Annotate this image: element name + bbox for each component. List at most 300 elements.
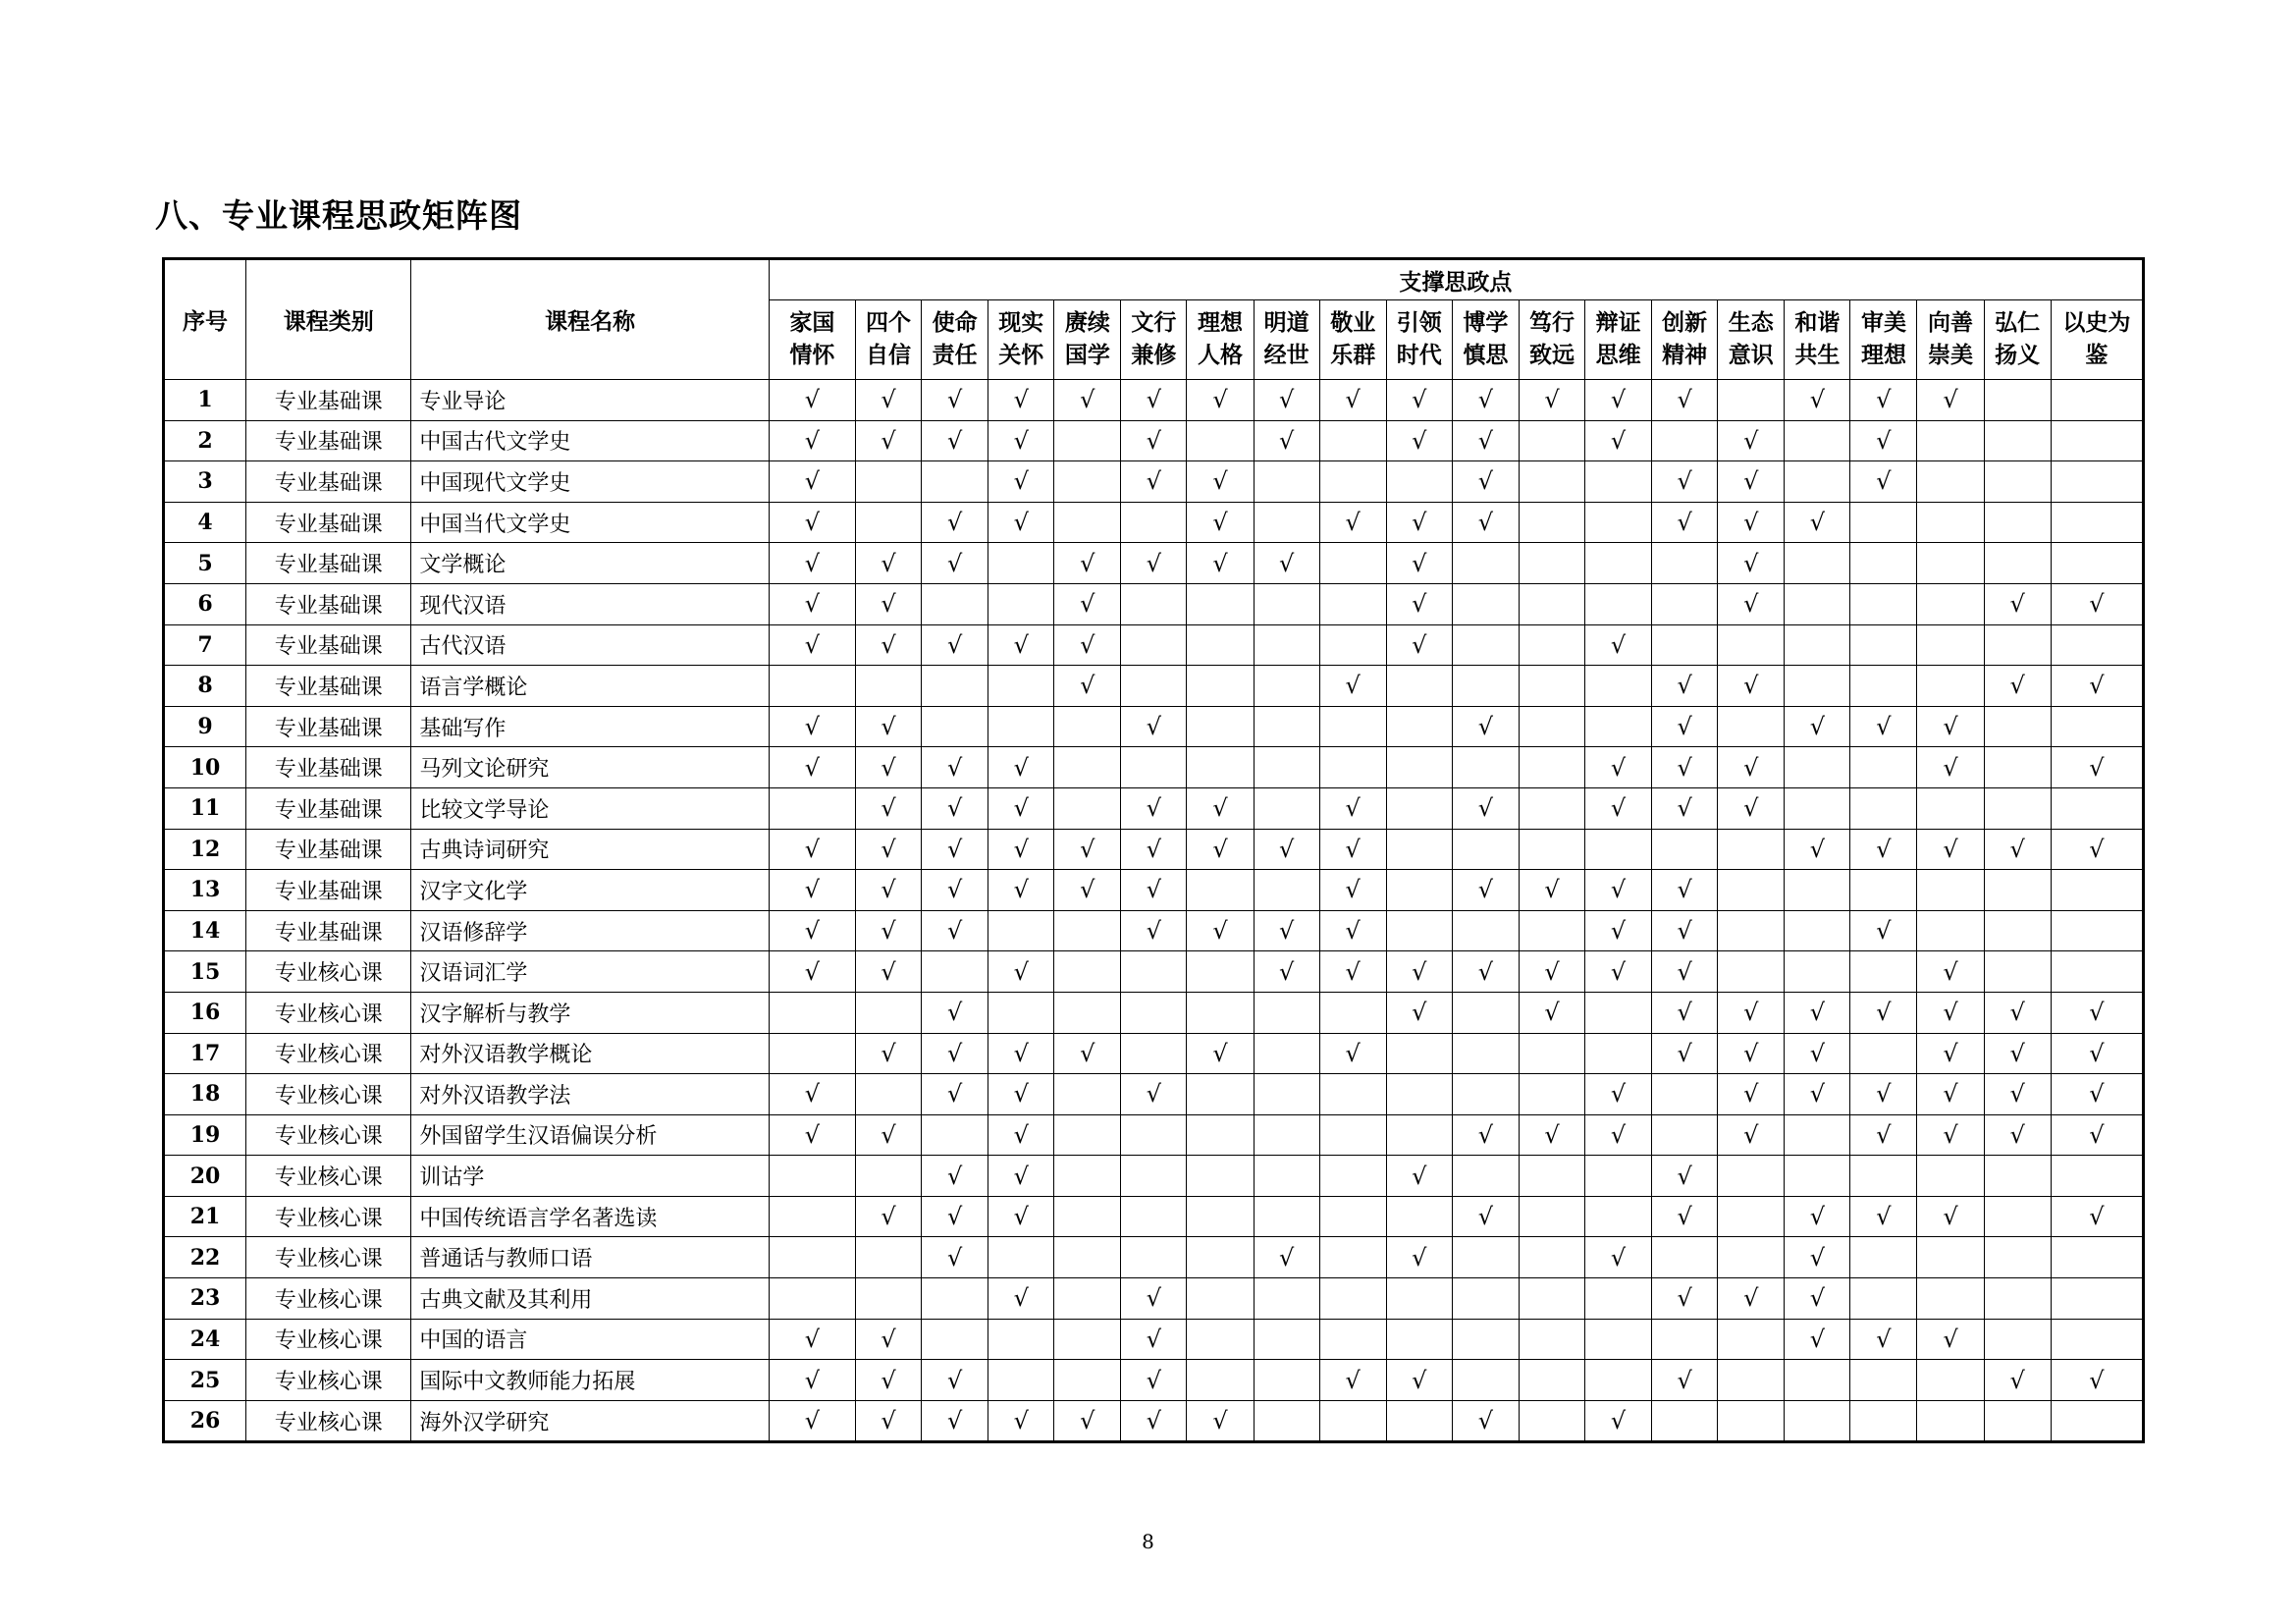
empty-cell: [1452, 992, 1519, 1033]
empty-cell: [1652, 1114, 1718, 1156]
check-mark-cell: √: [988, 502, 1054, 543]
empty-cell: [1519, 624, 1584, 666]
check-mark-cell: √: [1386, 624, 1452, 666]
row-course-type: 专业基础课: [246, 583, 411, 624]
check-mark-cell: √: [1917, 992, 1984, 1033]
check-mark-cell: √: [1652, 870, 1718, 911]
check-mark-cell: √: [1785, 1033, 1850, 1074]
empty-cell: [1984, 624, 2051, 666]
check-mark-cell: √: [1585, 1400, 1652, 1442]
empty-cell: [855, 1074, 921, 1115]
empty-cell: [1585, 1156, 1652, 1197]
empty-cell: [1917, 420, 1984, 461]
row-course-name: 语言学概论: [411, 666, 770, 707]
empty-cell: [1585, 706, 1652, 747]
empty-cell: [1254, 870, 1319, 911]
empty-cell: [922, 583, 988, 624]
check-mark-cell: √: [1585, 380, 1652, 421]
check-mark-cell: √: [1452, 461, 1519, 503]
row-seq-no: 11: [164, 787, 246, 829]
header-point-line: 四个: [866, 310, 912, 336]
check-mark-cell: √: [1319, 1033, 1386, 1074]
check-mark-cell: √: [1984, 1074, 2051, 1115]
check-mark-cell: √: [855, 787, 921, 829]
row-course-name: 古代汉语: [411, 624, 770, 666]
empty-cell: [1652, 420, 1718, 461]
empty-cell: [1319, 461, 1386, 503]
empty-cell: [1254, 461, 1319, 503]
check-mark-cell: √: [1785, 992, 1850, 1033]
check-mark-cell: √: [1452, 380, 1519, 421]
check-mark-cell: √: [2051, 1114, 2143, 1156]
check-mark-cell: √: [1652, 951, 1718, 993]
table-row: [164, 543, 2144, 584]
empty-cell: [1452, 624, 1519, 666]
empty-cell: [1718, 1319, 1785, 1360]
table-row: [164, 1156, 2144, 1197]
table-row: [164, 380, 2144, 421]
empty-cell: [1254, 624, 1319, 666]
row-seq-no: 3: [164, 461, 246, 503]
check-mark-cell: √: [1254, 420, 1319, 461]
empty-cell: [1652, 624, 1718, 666]
check-mark-cell: √: [922, 787, 988, 829]
empty-cell: [988, 543, 1054, 584]
empty-cell: [1054, 420, 1121, 461]
check-mark-cell: √: [1652, 1196, 1718, 1237]
header-row-top: [164, 259, 2144, 300]
empty-cell: [1718, 706, 1785, 747]
check-mark-cell: √: [1054, 543, 1121, 584]
empty-cell: [988, 706, 1054, 747]
empty-cell: [2051, 543, 2143, 584]
empty-cell: [1519, 910, 1584, 951]
header-point-line: 敬业: [1330, 310, 1376, 336]
empty-cell: [1254, 1033, 1319, 1074]
empty-cell: [1917, 502, 1984, 543]
empty-cell: [769, 992, 855, 1033]
row-seq-no: 14: [164, 910, 246, 951]
empty-cell: [922, 706, 988, 747]
check-mark-cell: √: [1718, 1114, 1785, 1156]
empty-cell: [1254, 1278, 1319, 1320]
empty-cell: [2051, 1400, 2143, 1442]
empty-cell: [1984, 1278, 2051, 1320]
empty-cell: [1917, 1360, 1984, 1401]
check-mark-cell: √: [988, 1074, 1054, 1115]
empty-cell: [1187, 583, 1254, 624]
empty-cell: [1187, 1074, 1254, 1115]
empty-cell: [1785, 624, 1850, 666]
check-mark-cell: √: [1850, 1196, 1917, 1237]
check-mark-cell: √: [922, 1400, 988, 1442]
empty-cell: [922, 1114, 988, 1156]
empty-cell: [1386, 1196, 1452, 1237]
check-mark-cell: √: [1652, 380, 1718, 421]
check-mark-cell: √: [855, 870, 921, 911]
header-point-line: 弘仁: [1995, 310, 2041, 336]
empty-cell: [1452, 910, 1519, 951]
empty-cell: [1850, 870, 1917, 911]
check-mark-cell: √: [988, 1114, 1054, 1156]
empty-cell: [1984, 1196, 2051, 1237]
check-mark-cell: √: [1452, 870, 1519, 911]
table-row: [164, 951, 2144, 993]
check-mark-cell: √: [1850, 1114, 1917, 1156]
check-mark-cell: √: [1850, 910, 1917, 951]
check-mark-cell: √: [2051, 583, 2143, 624]
check-mark-cell: √: [1187, 829, 1254, 870]
row-course-name: 文学概论: [411, 543, 770, 584]
row-course-type: 专业基础课: [246, 706, 411, 747]
check-mark-cell: √: [1519, 870, 1584, 911]
header-point-line: 责任: [932, 343, 978, 368]
row-course-name: 中国的语言: [411, 1319, 770, 1360]
empty-cell: [1718, 1196, 1785, 1237]
empty-cell: [1652, 1319, 1718, 1360]
row-course-name: 马列文论研究: [411, 747, 770, 788]
check-mark-cell: √: [988, 787, 1054, 829]
empty-cell: [1519, 502, 1584, 543]
check-mark-cell: √: [1785, 1278, 1850, 1320]
check-mark-cell: √: [769, 461, 855, 503]
check-mark-cell: √: [2051, 992, 2143, 1033]
check-mark-cell: √: [1984, 666, 2051, 707]
row-seq-no: 4: [164, 502, 246, 543]
check-mark-cell: √: [1319, 380, 1386, 421]
empty-cell: [1652, 1074, 1718, 1115]
empty-cell: [769, 1196, 855, 1237]
empty-cell: [2051, 951, 2143, 993]
empty-cell: [1519, 420, 1584, 461]
empty-cell: [1054, 951, 1121, 993]
empty-cell: [1452, 1237, 1519, 1278]
check-mark-cell: √: [922, 1196, 988, 1237]
header-point-16: [1785, 300, 1850, 380]
check-mark-cell: √: [1386, 1156, 1452, 1197]
empty-cell: [1187, 1196, 1254, 1237]
check-mark-cell: √: [855, 1360, 921, 1401]
header-point-line: 时代: [1396, 343, 1442, 368]
check-mark-cell: √: [1121, 706, 1187, 747]
empty-cell: [1718, 1360, 1785, 1401]
check-mark-cell: √: [1652, 1033, 1718, 1074]
empty-cell: [769, 666, 855, 707]
check-mark-cell: √: [988, 870, 1054, 911]
row-course-name: 对外汉语教学法: [411, 1074, 770, 1115]
empty-cell: [1585, 1278, 1652, 1320]
check-mark-cell: √: [1187, 543, 1254, 584]
check-mark-cell: √: [769, 380, 855, 421]
check-mark-cell: √: [1121, 543, 1187, 584]
empty-cell: [769, 1033, 855, 1074]
empty-cell: [1519, 787, 1584, 829]
check-mark-cell: √: [1254, 1237, 1319, 1278]
header-point-line: 崇美: [1928, 343, 1974, 368]
empty-cell: [1585, 583, 1652, 624]
row-course-type: 专业基础课: [246, 787, 411, 829]
header-point-line: 家国: [789, 310, 835, 336]
check-mark-cell: √: [1917, 951, 1984, 993]
empty-cell: [1452, 747, 1519, 788]
empty-cell: [1187, 1278, 1254, 1320]
check-mark-cell: √: [1585, 747, 1652, 788]
empty-cell: [1386, 870, 1452, 911]
check-mark-cell: √: [1254, 543, 1319, 584]
check-mark-cell: √: [988, 1196, 1054, 1237]
empty-cell: [1585, 1360, 1652, 1401]
check-mark-cell: √: [769, 951, 855, 993]
row-course-name: 中国传统语言学名著选读: [411, 1196, 770, 1237]
empty-cell: [1054, 1237, 1121, 1278]
empty-cell: [1452, 583, 1519, 624]
empty-cell: [855, 992, 921, 1033]
table-row: [164, 992, 2144, 1033]
check-mark-cell: √: [1652, 1156, 1718, 1197]
empty-cell: [1319, 543, 1386, 584]
header-point-line: 共生: [1794, 343, 1841, 368]
check-mark-cell: √: [1319, 787, 1386, 829]
empty-cell: [855, 502, 921, 543]
empty-cell: [1452, 1360, 1519, 1401]
check-mark-cell: √: [1386, 1237, 1452, 1278]
empty-cell: [1187, 951, 1254, 993]
check-mark-cell: √: [1785, 380, 1850, 421]
row-seq-no: 2: [164, 420, 246, 461]
check-mark-cell: √: [988, 1033, 1054, 1074]
empty-cell: [1054, 502, 1121, 543]
row-course-name: 汉语词汇学: [411, 951, 770, 993]
check-mark-cell: √: [1187, 502, 1254, 543]
header-point-line: 文行: [1131, 310, 1177, 336]
row-course-name: 外国留学生汉语偏误分析: [411, 1114, 770, 1156]
empty-cell: [1652, 1400, 1718, 1442]
header-point-5: [1054, 300, 1121, 380]
check-mark-cell: √: [1917, 1196, 1984, 1237]
header-point-12: [1519, 300, 1584, 380]
check-mark-cell: √: [2051, 666, 2143, 707]
check-mark-cell: √: [1121, 461, 1187, 503]
header-point-14: [1652, 300, 1718, 380]
empty-cell: [1054, 706, 1121, 747]
check-mark-cell: √: [769, 706, 855, 747]
empty-cell: [1519, 666, 1584, 707]
check-mark-cell: √: [1718, 666, 1785, 707]
check-mark-cell: √: [988, 1400, 1054, 1442]
check-mark-cell: √: [988, 420, 1054, 461]
check-mark-cell: √: [1718, 420, 1785, 461]
check-mark-cell: √: [1121, 1400, 1187, 1442]
check-mark-cell: √: [1386, 583, 1452, 624]
check-mark-cell: √: [1850, 1319, 1917, 1360]
check-mark-cell: √: [1254, 910, 1319, 951]
empty-cell: [1585, 543, 1652, 584]
check-mark-cell: √: [1652, 706, 1718, 747]
check-mark-cell: √: [2051, 747, 2143, 788]
empty-cell: [1785, 1156, 1850, 1197]
check-mark-cell: √: [922, 1033, 988, 1074]
header-point-line: 以史为: [2062, 310, 2131, 336]
check-mark-cell: √: [1984, 829, 2051, 870]
check-mark-cell: √: [922, 1237, 988, 1278]
empty-cell: [2051, 870, 2143, 911]
empty-cell: [1452, 1156, 1519, 1197]
empty-cell: [1054, 992, 1121, 1033]
check-mark-cell: √: [769, 1360, 855, 1401]
empty-cell: [1652, 829, 1718, 870]
check-mark-cell: √: [1785, 502, 1850, 543]
check-mark-cell: √: [855, 380, 921, 421]
empty-cell: [2051, 380, 2143, 421]
empty-cell: [1652, 543, 1718, 584]
header-point-line: 思维: [1595, 343, 1641, 368]
empty-cell: [922, 461, 988, 503]
check-mark-cell: √: [1718, 992, 1785, 1033]
empty-cell: [1319, 420, 1386, 461]
check-mark-cell: √: [922, 624, 988, 666]
empty-cell: [1386, 1278, 1452, 1320]
check-mark-cell: √: [922, 829, 988, 870]
check-mark-cell: √: [1519, 992, 1584, 1033]
check-mark-cell: √: [1386, 951, 1452, 993]
header-point-line: 自信: [866, 343, 912, 368]
check-mark-cell: √: [1187, 787, 1254, 829]
empty-cell: [1452, 666, 1519, 707]
empty-cell: [1121, 747, 1187, 788]
row-seq-no: 7: [164, 624, 246, 666]
row-course-name: 现代汉语: [411, 583, 770, 624]
check-mark-cell: √: [855, 1319, 921, 1360]
empty-cell: [1519, 1360, 1584, 1401]
check-mark-cell: √: [769, 1114, 855, 1156]
check-mark-cell: √: [922, 420, 988, 461]
empty-cell: [1254, 1156, 1319, 1197]
empty-cell: [1319, 1400, 1386, 1442]
check-mark-cell: √: [1121, 1360, 1187, 1401]
check-mark-cell: √: [1785, 1074, 1850, 1115]
check-mark-cell: √: [922, 1074, 988, 1115]
empty-cell: [1254, 583, 1319, 624]
empty-cell: [1054, 1360, 1121, 1401]
check-mark-cell: √: [1585, 1237, 1652, 1278]
header-point-15: [1718, 300, 1785, 380]
empty-cell: [1917, 461, 1984, 503]
empty-cell: [1121, 502, 1187, 543]
empty-cell: [855, 1237, 921, 1278]
table-row: [164, 1319, 2144, 1360]
check-mark-cell: √: [922, 747, 988, 788]
table-row: [164, 787, 2144, 829]
check-mark-cell: √: [1319, 951, 1386, 993]
empty-cell: [1519, 1033, 1584, 1074]
empty-cell: [2051, 1319, 2143, 1360]
table-row: [164, 461, 2144, 503]
check-mark-cell: √: [1984, 1114, 2051, 1156]
empty-cell: [1187, 992, 1254, 1033]
check-mark-cell: √: [2051, 1033, 2143, 1074]
empty-cell: [1254, 1360, 1319, 1401]
empty-cell: [1519, 1400, 1584, 1442]
empty-cell: [1917, 1237, 1984, 1278]
row-course-name: 中国古代文学史: [411, 420, 770, 461]
header-course-name: 课程名称: [411, 259, 770, 380]
check-mark-cell: √: [1452, 1196, 1519, 1237]
row-seq-no: 15: [164, 951, 246, 993]
check-mark-cell: √: [922, 910, 988, 951]
row-seq-no: 24: [164, 1319, 246, 1360]
check-mark-cell: √: [769, 420, 855, 461]
empty-cell: [1917, 666, 1984, 707]
empty-cell: [1850, 1278, 1917, 1320]
empty-cell: [1850, 1360, 1917, 1401]
empty-cell: [1054, 1074, 1121, 1115]
empty-cell: [988, 910, 1054, 951]
header-point-line: 明道: [1263, 310, 1309, 336]
check-mark-cell: √: [1850, 380, 1917, 421]
check-mark-cell: √: [1585, 624, 1652, 666]
row-course-name: 专业导论: [411, 380, 770, 421]
check-mark-cell: √: [1121, 787, 1187, 829]
check-mark-cell: √: [988, 461, 1054, 503]
header-point-line: 赓续: [1064, 310, 1110, 336]
empty-cell: [1187, 1114, 1254, 1156]
empty-cell: [1785, 1400, 1850, 1442]
row-course-type: 专业基础课: [246, 666, 411, 707]
row-course-name: 比较文学导论: [411, 787, 770, 829]
empty-cell: [1519, 1278, 1584, 1320]
empty-cell: [1850, 543, 1917, 584]
row-course-type: 专业核心课: [246, 992, 411, 1033]
empty-cell: [1785, 420, 1850, 461]
header-point-line: 笃行: [1528, 310, 1575, 336]
check-mark-cell: √: [1452, 1400, 1519, 1442]
empty-cell: [1785, 461, 1850, 503]
check-mark-cell: √: [1187, 461, 1254, 503]
empty-cell: [1054, 1278, 1121, 1320]
empty-cell: [1917, 583, 1984, 624]
empty-cell: [1187, 747, 1254, 788]
check-mark-cell: √: [1519, 951, 1584, 993]
check-mark-cell: √: [1054, 380, 1121, 421]
header-point-line: 致远: [1528, 343, 1575, 368]
check-mark-cell: √: [1785, 706, 1850, 747]
check-mark-cell: √: [769, 910, 855, 951]
check-mark-cell: √: [1121, 380, 1187, 421]
empty-cell: [1850, 1156, 1917, 1197]
empty-cell: [1917, 870, 1984, 911]
empty-cell: [1850, 747, 1917, 788]
empty-cell: [1121, 1033, 1187, 1074]
check-mark-cell: √: [1850, 1074, 1917, 1115]
row-course-name: 基础写作: [411, 706, 770, 747]
row-course-type: 专业核心课: [246, 1114, 411, 1156]
row-course-type: 专业核心课: [246, 951, 411, 993]
empty-cell: [1187, 870, 1254, 911]
check-mark-cell: √: [769, 870, 855, 911]
check-mark-cell: √: [769, 543, 855, 584]
check-mark-cell: √: [855, 829, 921, 870]
row-seq-no: 12: [164, 829, 246, 870]
header-point-2: [855, 300, 921, 380]
header-support-points-group: 支撑思政点: [769, 259, 2143, 300]
empty-cell: [1519, 706, 1584, 747]
table-row: [164, 666, 2144, 707]
empty-cell: [1452, 1278, 1519, 1320]
empty-cell: [922, 1278, 988, 1320]
check-mark-cell: √: [1386, 1360, 1452, 1401]
empty-cell: [988, 1360, 1054, 1401]
header-point-line: 向善: [1928, 310, 1974, 336]
